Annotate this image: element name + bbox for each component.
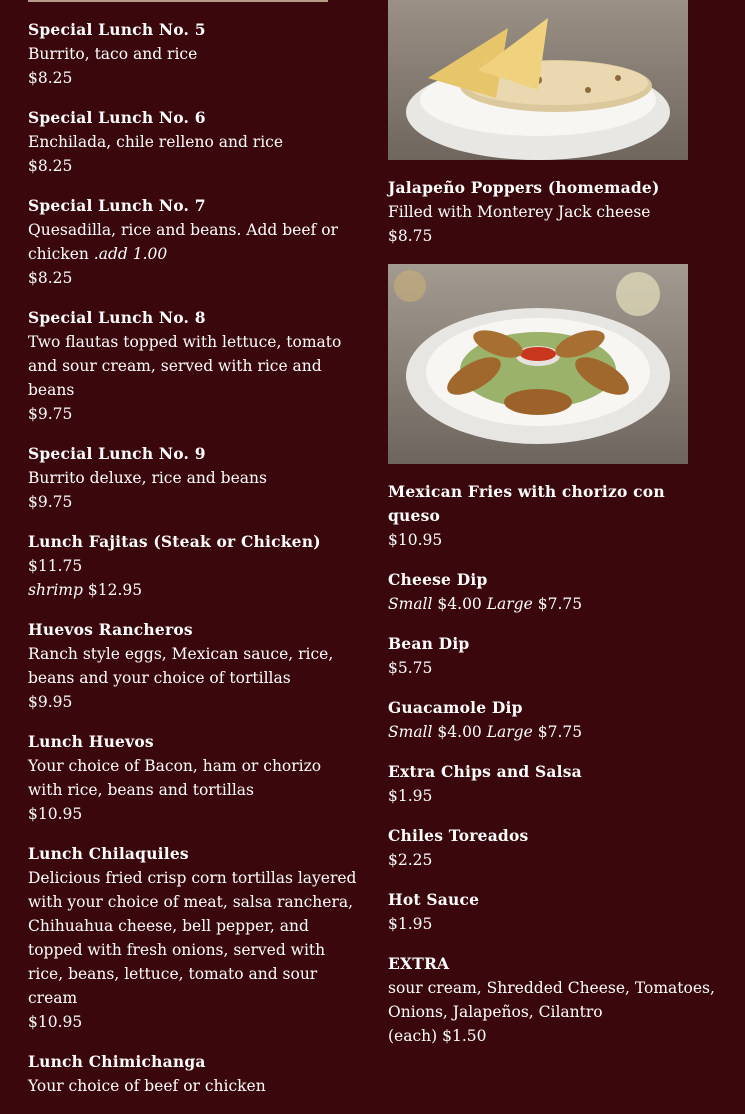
menu-item (388, 760, 718, 808)
menu-item-description (28, 218, 360, 266)
menu-item-name: Special Lunch No. 7 (28, 196, 206, 215)
menu-item-price: $9.95 (28, 693, 73, 711)
menu-item-price: $9.75 (28, 405, 73, 423)
menu-item (28, 442, 360, 514)
menu-item-description: Ranch style eggs, Mexican sauce, rice, beans and your choice of tortillas (28, 645, 334, 687)
size-small-price: $4.00 (437, 723, 482, 741)
menu-item (28, 730, 360, 826)
menu-item-name: Bean Dip (388, 634, 470, 653)
menu-item-price: $8.25 (28, 157, 73, 175)
menu-item-description: Burrito deluxe, rice and beans (28, 469, 267, 487)
menu-item (388, 888, 718, 936)
menu-item (28, 1050, 360, 1098)
menu-item-name: Extra Chips and Salsa (388, 762, 582, 781)
menu-item-description: Two flautas topped with lettuce, tomato and sour cream, served with rice and beans (28, 333, 342, 399)
menu-item-alt-price: $12.95 (87, 581, 143, 599)
menu-item-description: Delicious fried crisp corn tortillas layered with your choice of meat, salsa ranchera, Chihuahua cheese, bell pepper, and topped with fresh onions, served with rice, beans, lettuce, tomato and sour cream (28, 869, 357, 1007)
menu-item-name: Jalapeño Poppers (homemade) (388, 178, 660, 197)
left-menu-column (28, 18, 360, 1114)
menu-item-name: Hot Sauce (388, 890, 480, 909)
menu-item-name: Lunch Chimichanga (28, 1052, 206, 1071)
menu-item-name: Guacamole Dip (388, 698, 523, 717)
menu-item (28, 106, 360, 178)
menu-item-size-prices (388, 720, 718, 744)
menu-item-alt-label: shrimp (28, 581, 83, 599)
menu-item-price: $10.95 (28, 1013, 83, 1031)
each-label: (each) (388, 1027, 438, 1045)
size-small-label: Small (388, 595, 433, 613)
menu-item-price: $1.50 (442, 1027, 487, 1045)
menu-item-price: $2.25 (388, 851, 433, 869)
menu-item-each-price (388, 1024, 718, 1048)
menu-item-name: Lunch Fajitas (Steak or Chicken) (28, 532, 321, 551)
menu-item-name: Lunch Chilaquiles (28, 844, 189, 863)
menu-item-name: Huevos Rancheros (28, 620, 193, 639)
menu-item-name: Special Lunch No. 5 (28, 20, 206, 39)
size-large-price: $7.75 (537, 723, 583, 741)
menu-item-name: Lunch Huevos (28, 732, 154, 751)
quesadilla-illustration (388, 0, 688, 160)
menu-item-name: Special Lunch No. 6 (28, 108, 206, 127)
menu-item (28, 18, 360, 90)
menu-item-price: $1.95 (388, 787, 433, 805)
menu-item-price: $10.95 (28, 805, 83, 823)
menu-item-description: Enchilada, chile relleno and rice (28, 133, 284, 151)
menu-item (28, 618, 360, 714)
size-small-label: Small (388, 723, 433, 741)
menu-item (28, 842, 360, 1034)
menu-item-alt-price-row (28, 578, 360, 602)
quesadilla-photo (388, 0, 688, 160)
menu-item (388, 952, 718, 1048)
menu-item-name: Chiles Toreados (388, 826, 529, 845)
size-large-label: Large (486, 723, 533, 741)
menu-item-description: Your choice of beef or chicken (28, 1077, 266, 1095)
menu-item (28, 306, 360, 426)
menu-item-name: Cheese Dip (388, 570, 488, 589)
size-small-price: $4.00 (437, 595, 482, 613)
menu-item (388, 632, 718, 680)
menu-item-name: Special Lunch No. 9 (28, 444, 206, 463)
menu-item-price: $11.75 (28, 557, 83, 575)
menu-item (28, 194, 360, 290)
mexican-fries-illustration (388, 264, 688, 464)
menu-item-price: $8.25 (28, 69, 73, 87)
menu-item (388, 696, 718, 744)
menu-item-price: $5.75 (388, 659, 433, 677)
menu-item-price: $8.75 (388, 227, 433, 245)
top-divider (28, 0, 328, 2)
menu-item-name: Mexican Fries with chorizo con queso (388, 482, 665, 525)
menu-item-price: $8.25 (28, 269, 73, 287)
menu-item (28, 530, 360, 602)
menu-item (388, 480, 718, 552)
menu-item (388, 568, 718, 616)
menu-item-size-prices (388, 592, 718, 616)
menu-item-price: $9.75 (28, 493, 73, 511)
right-menu-column (388, 0, 718, 1064)
menu-item-description-text: Quesadilla, rice and beans. Add beef or chicken (28, 221, 338, 263)
size-large-price: $7.75 (537, 595, 583, 613)
menu-item-description: Filled with Monterey Jack cheese (388, 203, 651, 221)
menu-item-name: EXTRA (388, 954, 450, 973)
menu-item-addon: .add 1.00 (93, 245, 168, 263)
menu-item-description: sour cream, Shredded Cheese, Tomatoes, Onions, Jalapeños, Cilantro (388, 979, 715, 1021)
menu-item-description: Your choice of Bacon, ham or chorizo with rice, beans and tortillas (28, 757, 322, 799)
menu-item-description: Burrito, taco and rice (28, 45, 198, 63)
mexican-fries-photo (388, 264, 688, 464)
menu-item-price: $10.95 (388, 531, 443, 549)
menu-item-price: $1.95 (388, 915, 433, 933)
menu-item (388, 176, 718, 248)
menu-item (388, 824, 718, 872)
menu-item-name: Special Lunch No. 8 (28, 308, 206, 327)
size-large-label: Large (486, 595, 533, 613)
